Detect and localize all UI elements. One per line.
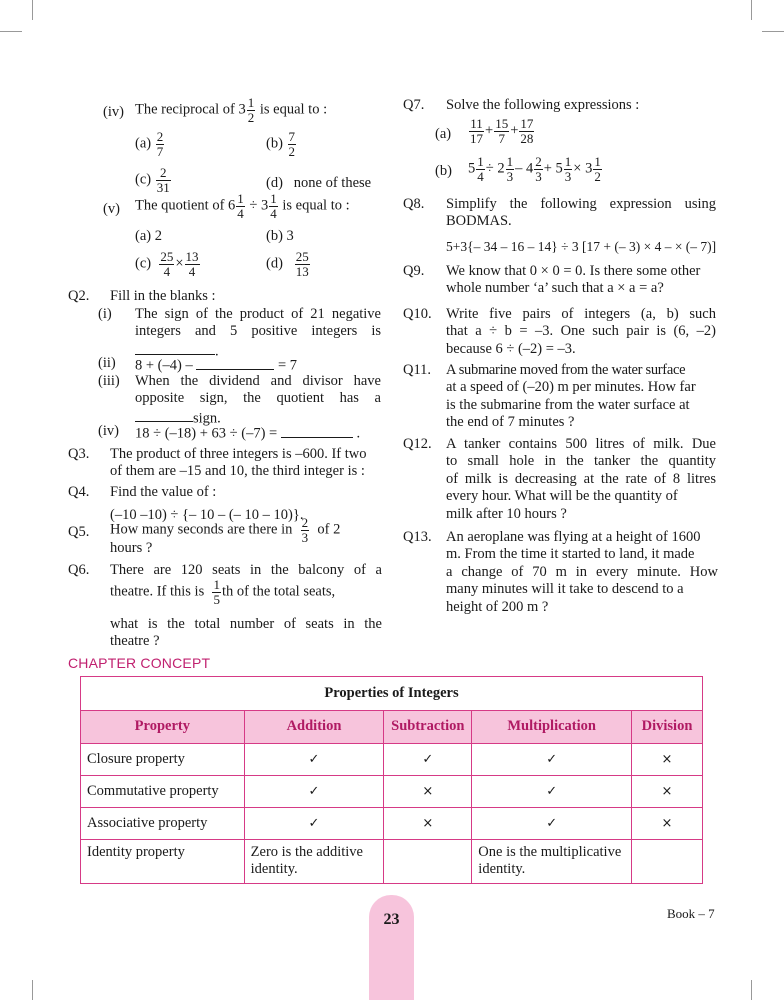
column-header: Property [81, 711, 245, 744]
question-number: (v) [103, 201, 120, 217]
text: is equal to : [259, 101, 328, 118]
denominator: 7 [498, 130, 505, 146]
option-label: (a) [135, 228, 152, 244]
operator: × 3 [573, 160, 593, 177]
denominator: 3 [564, 168, 572, 184]
denominator: 4 [270, 205, 277, 221]
option-text: none of these [293, 175, 372, 191]
option-d [266, 175, 371, 192]
cross-icon: × [632, 744, 703, 776]
fraction [476, 155, 485, 183]
q2-ii-text [135, 355, 297, 375]
crop-mark [0, 31, 22, 32]
check-icon: ✓ [472, 744, 632, 776]
text: th of the total seats, [221, 583, 336, 600]
cross-icon: × [632, 776, 703, 808]
question-text: Fill in the blanks : [110, 288, 216, 304]
operator: + 5 [543, 160, 563, 177]
question-number: Q13. [403, 529, 432, 545]
crop-mark [762, 31, 784, 32]
check-icon: ✓ [472, 776, 632, 808]
option-d [266, 250, 311, 278]
text: 18 ÷ (–18) + 63 ÷ (–7) = [135, 425, 278, 442]
text-line: An aeroplane was flying at a height of 1600 [446, 529, 701, 545]
fraction [156, 166, 171, 194]
text: How many seconds are there in [110, 521, 293, 538]
fraction [269, 192, 278, 220]
q7-b-expression [468, 155, 603, 183]
text: sign. [193, 410, 221, 427]
q2-i-text [135, 306, 381, 361]
text: of 2 [317, 521, 341, 538]
option-a [135, 228, 162, 245]
numerator: 11 [470, 116, 483, 131]
numerator: 1 [237, 191, 244, 206]
text: 5 [468, 160, 476, 177]
question-iv-text [135, 96, 327, 124]
question-iv [103, 104, 124, 121]
text-line: BODMAS. [446, 213, 512, 230]
column-header: Multiplication [472, 711, 632, 744]
question-number: (iii) [98, 373, 120, 389]
text: theatre. If this is [110, 583, 205, 600]
cross-icon: × [384, 776, 472, 808]
option-text: 3 [286, 228, 294, 244]
text-line: every hour. What will be the quantity of [446, 488, 678, 505]
answer-blank [281, 423, 353, 438]
numerator: 25 [295, 249, 309, 264]
option-label: (d) [266, 255, 283, 272]
fraction [236, 192, 245, 220]
fraction [185, 250, 200, 278]
operator: – 4 [515, 160, 534, 177]
option-b [266, 228, 294, 245]
q11-text [446, 362, 718, 432]
question-number: Q11. [403, 362, 432, 378]
text-line: The product of three integers is –600. If two [110, 446, 367, 462]
numerator: 7 [288, 129, 296, 144]
numerator: 1 [594, 154, 601, 169]
q9-text [446, 263, 718, 298]
fraction [247, 96, 256, 124]
numerator: 1 [270, 191, 277, 206]
question-number: (iv) [98, 423, 119, 439]
text-line: milk after 10 hours ? [446, 505, 567, 522]
fraction [469, 117, 484, 145]
denominator: 4 [477, 168, 484, 184]
option-b [266, 130, 297, 158]
table-row [81, 808, 703, 840]
fraction [564, 155, 573, 183]
numerator: 1 [213, 577, 220, 592]
denominator: 4 [237, 205, 244, 221]
text: = 7 [277, 357, 298, 374]
text: The quotient of 6 [135, 197, 236, 214]
table-cell [384, 840, 472, 884]
text-line: a change of 70 m in every minute. How [446, 563, 718, 580]
column-header: Subtraction [384, 711, 472, 744]
option-label: (d) [266, 175, 283, 191]
text-line: whole number ‘a’ such that a × a = a? [446, 280, 664, 297]
question-number: Q2. [68, 288, 90, 304]
question-number: Q9. [403, 263, 425, 279]
denominator: 3 [301, 529, 309, 545]
check-icon: ✓ [244, 744, 384, 776]
numerator: 1 [506, 154, 514, 169]
fraction [156, 130, 165, 158]
fraction [212, 578, 221, 606]
properties-table [80, 676, 703, 884]
table-row [81, 840, 703, 884]
book-label: Book – 7 [667, 906, 715, 921]
check-icon: ✓ [472, 808, 632, 840]
numerator: 2 [301, 515, 309, 530]
operator: × [175, 255, 184, 272]
text-line: hours ? [110, 540, 153, 556]
fraction [288, 130, 297, 158]
answer-blank [135, 341, 215, 356]
q6-line2 [110, 578, 335, 606]
operator: ÷ 3 [249, 197, 269, 214]
denominator: 2 [247, 109, 255, 125]
crop-mark [32, 0, 33, 20]
text: . [215, 343, 219, 360]
crop-mark [751, 980, 752, 1000]
table-cell [632, 840, 703, 884]
section-heading: CHAPTER CONCEPT [68, 655, 211, 671]
option-label: (a) [135, 135, 152, 152]
fraction [593, 155, 602, 183]
option-label: (b) [266, 228, 283, 244]
text-line: is the submarine from the water surface at [446, 396, 690, 413]
text-line: When the dividend and divisor have [135, 373, 381, 389]
question-text: Find the value of : [110, 484, 217, 500]
text-line: the end of 7 minutes ? [446, 414, 575, 431]
fraction [295, 250, 310, 278]
text: The reciprocal of 3 [135, 101, 246, 118]
question-v-text [135, 192, 350, 220]
crop-mark [751, 0, 752, 20]
text-line: Write five pairs of integers (a, b) such [446, 306, 716, 322]
option-label: (c) [135, 255, 152, 272]
fraction [301, 516, 310, 544]
q8-text [446, 196, 716, 231]
fraction [506, 155, 515, 183]
operator: ÷ 2 [485, 160, 505, 177]
text-line: because 6 ÷ (–2) = –3. [446, 340, 576, 357]
column-header: Division [632, 711, 703, 744]
crop-mark [32, 980, 33, 1000]
question-number: Q7. [403, 97, 425, 113]
question-number: (iv) [103, 104, 124, 120]
answer-blank [196, 355, 274, 370]
question-number: Q8. [403, 196, 425, 212]
question-number: Q12. [403, 436, 432, 452]
page-number: 23 [383, 911, 400, 928]
table-cell: Identity property [81, 840, 245, 884]
text-line: of them are –15 and 10, the third integer is : [110, 463, 365, 480]
text-line: m. From the time it started to land, it made [446, 546, 695, 563]
option-label: (a) [435, 126, 452, 142]
column-header: Addition [244, 711, 384, 744]
numerator: 2 [535, 154, 542, 169]
text-line: Simplify the following expression using [446, 196, 716, 212]
text-line: There are 120 seats in the balcony of a [110, 562, 382, 578]
q3-text [110, 446, 385, 481]
operator: + [485, 122, 494, 139]
denominator: 31 [156, 179, 170, 195]
denominator: 7 [156, 143, 164, 159]
text-line: opposite sign, the quotient has a [135, 390, 381, 407]
cross-icon: × [384, 808, 472, 840]
numerator: 1 [247, 95, 255, 110]
table-cell: Zero is the additive identity. [244, 840, 384, 884]
numerator: 15 [495, 116, 509, 131]
numerator: 1 [564, 154, 572, 169]
question-number: Q3. [68, 446, 90, 462]
question-number: Q6. [68, 562, 90, 578]
table-cell: Closure property [81, 744, 245, 776]
option-label: (b) [435, 163, 452, 179]
text-line: A tanker contains 500 litres of milk. Due [446, 436, 716, 452]
operator: + [510, 122, 519, 139]
denominator: 5 [213, 591, 220, 607]
text-line: theatre ? [110, 633, 160, 649]
question-text: Solve the following expressions : [446, 97, 640, 113]
option-a [135, 130, 165, 158]
question-number: Q5. [68, 524, 90, 540]
denominator: 3 [506, 168, 514, 184]
q13-text [446, 529, 718, 616]
check-icon: ✓ [384, 744, 472, 776]
numerator: 2 [156, 129, 164, 144]
denominator: 4 [188, 263, 196, 279]
fraction [159, 250, 174, 278]
text-line: at a speed of (–20) m per minutes. How far [446, 379, 696, 396]
cross-icon: × [632, 808, 703, 840]
numerator: 1 [477, 154, 484, 169]
option-c [135, 166, 172, 194]
fraction [519, 117, 534, 145]
text-line: many minutes will it take to descend to a [446, 581, 684, 598]
table-cell: One is the multiplicative identity. [472, 840, 632, 884]
option-label: (b) [266, 135, 283, 152]
q10-text [446, 306, 716, 358]
text-line: We know that 0 × 0 = 0. Is there some other [446, 263, 701, 279]
question-number: (i) [98, 306, 112, 322]
text: . [356, 425, 361, 442]
numerator: 13 [185, 249, 199, 264]
text: is equal to : [282, 197, 350, 214]
q7-a-expression [468, 117, 535, 145]
denominator: 2 [288, 143, 296, 159]
question-number: Q10. [403, 306, 432, 322]
text-line: to small hole in the tanker the quantity [446, 453, 716, 470]
option-label: (c) [135, 171, 152, 188]
text-line: height of 200 m ? [446, 598, 549, 615]
table-row [81, 744, 703, 776]
question-expression: (–10 –10) ÷ {– 10 – (– 10 – 10)}. [110, 507, 304, 523]
answer-blank [135, 408, 193, 423]
question-number: Q4. [68, 484, 90, 500]
table-title: Properties of Integers [81, 677, 703, 711]
text-line: The sign of the product of 21 negative [135, 306, 381, 322]
denominator: 28 [520, 130, 534, 146]
question-number: (ii) [98, 355, 116, 371]
numerator: 25 [160, 249, 174, 264]
text-line: integers and 5 positive integers is [135, 323, 381, 340]
table-cell: Commutative property [81, 776, 245, 808]
numerator: 2 [156, 166, 171, 181]
option-text: 2 [154, 228, 162, 244]
fraction [534, 155, 543, 183]
denominator: 3 [535, 168, 542, 184]
denominator: 17 [470, 130, 483, 146]
text-line: what is the total number of seats in the [110, 616, 382, 632]
q2-iv-text [135, 423, 360, 443]
denominator: 2 [594, 168, 601, 184]
table-row [81, 776, 703, 808]
text: 8 + (–4) – [135, 357, 193, 374]
question-expression: 5+3{– 34 – 16 – 14} ÷ 3 [17 + (– 3) × 4 – × (– 7)] [446, 239, 717, 254]
text-line: A submarine moved from the water surface [446, 362, 686, 378]
q12-text [446, 436, 716, 523]
text-line: that a ÷ b = –3. One such pair is (6, –2) [446, 323, 716, 340]
check-icon: ✓ [244, 776, 384, 808]
check-icon: ✓ [244, 808, 384, 840]
denominator: 4 [163, 263, 171, 279]
table-cell: Associative property [81, 808, 245, 840]
text-line: of milk is decreasing at the rate of 8 litres [446, 470, 716, 487]
numerator: 17 [520, 116, 534, 131]
fraction [494, 117, 509, 145]
q2-iii-text [135, 373, 381, 428]
denominator: 13 [295, 263, 309, 279]
option-c [135, 250, 201, 278]
